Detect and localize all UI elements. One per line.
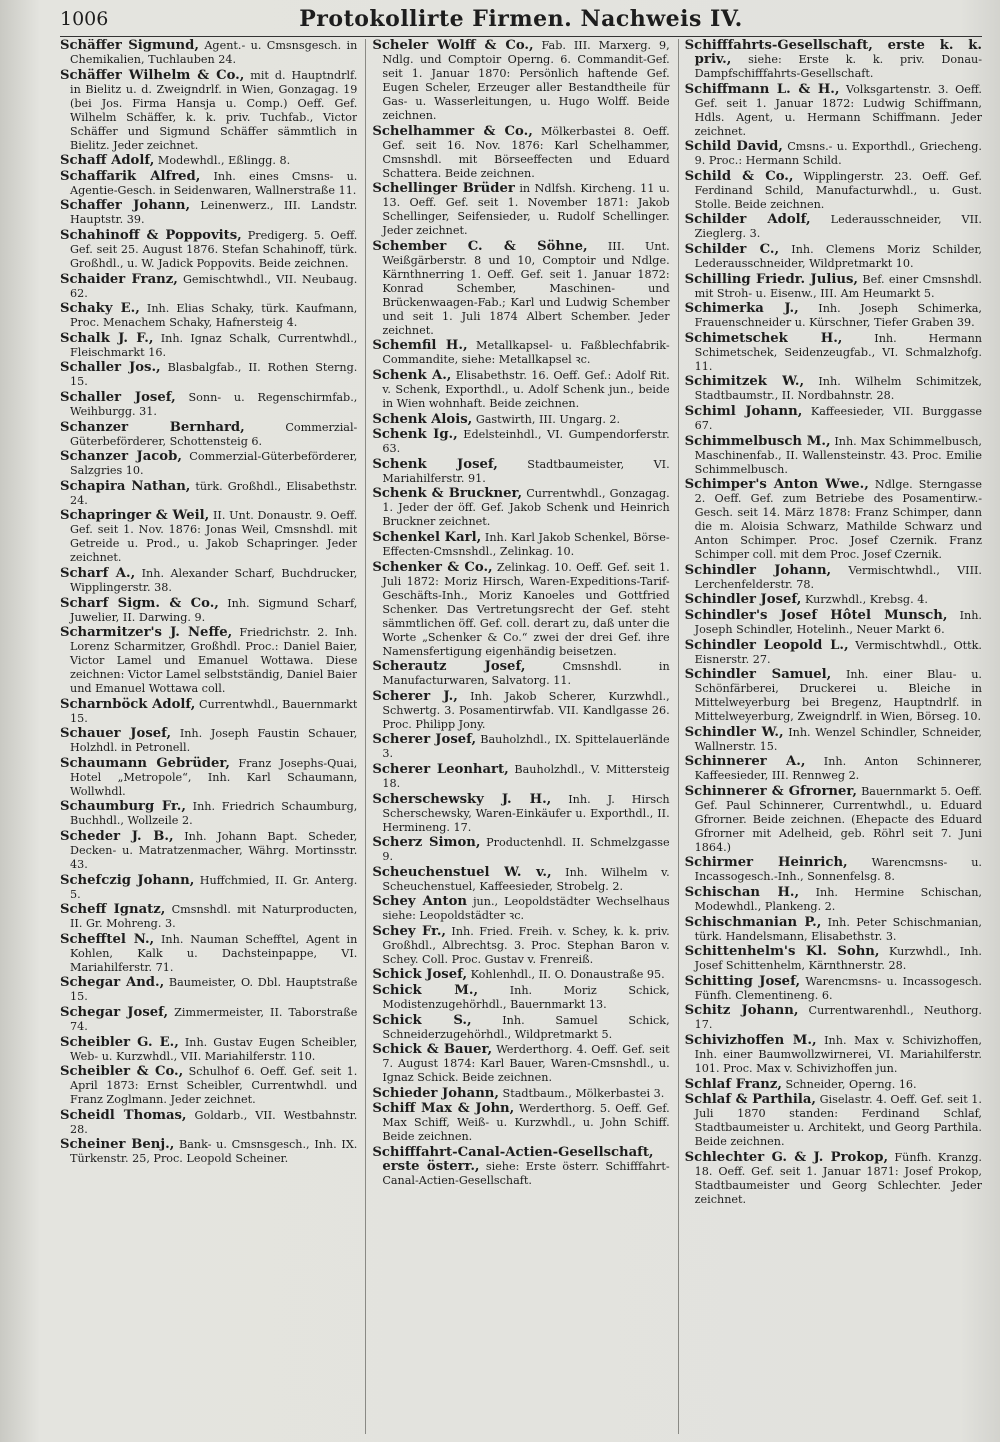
firm-details: Friedrichstr. 2. Inh. Lorenz Scharmitzer, Großhdl. Proc.: Daniel Baier, Victor Lamel und Emanuel Wottawa. Diese zeichnen: Victor Lamel selbstständig, Daniel Baier und Emanuel Wottawa coll. [70, 626, 358, 696]
firm-name: Schitting Josef, [684, 973, 801, 989]
firm-name: Schilling Friedr. Julius, [684, 271, 858, 287]
firm-entry [60, 1109, 357, 1137]
firm-details: Volksgartenstr. 3. Oeff. Gef. seit 1. Januar 1872: Ludwig Schiffmann, Hdls. Agent, u. Hermann Schiffmann. Jeder zeichnet. [694, 82, 982, 138]
firm-name: Schiffmann L. & H., [684, 81, 840, 97]
firm-details: Bauernmarkt 5. Oeff. Gef. Paul Schinnerer, Currentwhdl., u. Eduard Gfrorner. Beide zeichnen. (Ehepacte des Eduard Gfrorner mit Adelheid, geb. Röhrl seit 7. Juni 1864.) [694, 784, 982, 854]
firm-name: Schindler's Josef Hôtel Munsch, [684, 607, 948, 623]
firm-name: Scherz Simon, [372, 835, 481, 851]
firm-details: Blasbalgfab., II. Rothen Sterng. 15. [70, 361, 358, 389]
firm-details: Warencmsns- u. Incassogesch.-Inh., Sonnenfelsg. 8. [694, 856, 982, 884]
firm-entry [372, 428, 669, 456]
firm-details: Bauholzhdl., V. Mittersteig 18. [382, 762, 670, 790]
firm-name: Schimper's Anton Wwe., [684, 477, 869, 493]
firm-name: Schlaf & Parthila, [684, 1092, 817, 1108]
firm-details: in Ndlfsh. Kircheng. 11 u. 13. Oeff. Gef. seit 1. November 1871: Jakob Schellinger, Seifensieder, u. Rudolf Schellinger. Jeder zeichnet. [382, 182, 670, 238]
firm-details: Currentwhdl., Gonzagag. 1. Jeder der öff. Gef. Jakob Schenk und Heinrich Bruckner zeichnet. [382, 487, 670, 529]
firm-details: Bauholzhdl., IX. Spittelauerlände 3. [382, 733, 670, 761]
firm-entry [685, 140, 982, 168]
firm-details: Werderthorg. 4. Oeff. Gef. seit 7. August 1874: Karl Bauer, Waren-Cmsnshdl., u. Ignaz Schick. Beide zeichnen. [382, 1043, 670, 1085]
firm-details: Kaffeesieder, VII. Burggasse 67. [694, 404, 982, 432]
firm-name: Schellinger Brüder [372, 181, 515, 197]
firm-details: Inh. Elias Schaky, türk. Kaufmann, Proc. Menachem Schaky, Hafnersteig 4. [70, 302, 358, 330]
firm-entry [685, 243, 982, 271]
firm-details: Inh. Karl Jakob Schenkel, Börse-Effecten-Cmsnshdl., Zelinkag. 10. [382, 530, 670, 558]
firm-name: Schenk Josef, [372, 456, 498, 472]
firm-entry [372, 487, 669, 529]
firm-entry [685, 593, 982, 607]
firm-entry [60, 626, 357, 696]
firm-details: Goldarb., VII. Westbahnstr. 28. [70, 1108, 358, 1136]
firm-details: Lederausschneider, VII. Zieglerg. 3. [694, 213, 982, 241]
firm-details: Inh. Ignaz Schalk, Currentwhdl., Fleischmarkt 16. [70, 331, 358, 359]
firm-details: Inh. einer Blau- u. Schönfärberei, Druckerei u. Bleiche in Mittelweyerburg bei Bregenz, Hauptndrlf. in Mittelweyerburg, Zweigndrlf. in Wien, Börseg. 10. [694, 668, 982, 724]
firm-entry [372, 1087, 669, 1101]
firm-entry [60, 509, 357, 565]
firm-name: Scheler Wolff & Co., [372, 39, 534, 53]
firm-name: Schimerka J., [684, 301, 799, 317]
firm-name: Schaider Franz, [60, 271, 178, 287]
firm-entry [60, 170, 357, 198]
firm-name: Scheibler & Co., [60, 1064, 184, 1080]
firm-details: Predigerg. 5. Oeff. Gef. seit 25. August 1876. Stefan Schahinoff, türk. Großhdl., u. W. Jadick Poppovits. Beide zeichnen. [70, 228, 358, 270]
firm-entry [60, 361, 357, 389]
firm-entry [372, 339, 669, 367]
firm-details: Bef. einer Cmsnshdl. mit Stroh- u. Eisenw., III. Am Heumarkt 5. [694, 272, 982, 300]
firm-entry [372, 895, 669, 923]
firm-name: Schenk Ig., [372, 427, 458, 443]
firm-entry [685, 726, 982, 754]
firm-details: Inh. Wilhelm Schimitzek, Stadtbaumstr., II. Nordbahnstr. 28. [694, 375, 982, 403]
firm-name: Scheuchenstuel W. v., [372, 864, 552, 880]
firm-entry [372, 690, 669, 732]
firm-entry [372, 182, 669, 238]
firm-entry [60, 1036, 357, 1064]
firm-details: Inh. Joseph Schindler, Hotelinh., Neuer Markt 6. [694, 608, 982, 636]
firm-entry [60, 332, 357, 360]
firm-entry [60, 273, 357, 301]
firm-details: Sonn- u. Regenschirmfab., Weihburgg. 31. [70, 390, 358, 418]
firm-name: Schinnerer & Gfrorner, [684, 783, 857, 799]
firm-name: Schenk A., [372, 367, 452, 383]
firm-entry [60, 933, 357, 975]
firm-entry [60, 830, 357, 872]
firm-name: Scherautz Josef, [372, 659, 526, 675]
firm-entry [685, 405, 982, 433]
firm-details: Inh. Peter Schischmanian, türk. Handelsmann, Elisabethstr. 3. [694, 915, 982, 943]
firm-name: Schimmelbusch M., [684, 433, 831, 449]
firm-name: Scharf A., [60, 565, 136, 581]
firm-entry [685, 332, 982, 374]
firm-details: Mölkerbastei 8. Oeff. Gef. seit 16. Nov. 1876: Karl Schelhammer, Cmsnshdl. mit Börseeffecten und Eduard Schattera. Beide zeichnen. [382, 124, 670, 180]
firm-name: Schitz Johann, [684, 1003, 799, 1019]
firm-entry [372, 866, 669, 894]
firm-name: Schindler Samuel, [684, 667, 832, 683]
firm-name: Schenker & Co., [372, 559, 493, 575]
page-number: 1006 [60, 8, 109, 30]
firm-details: Elisabethstr. 16. Oeff. Gef.: Adolf Rit. v. Schenk, Exporthdl., u. Adolf Schenk jun., beide in Wien wohnhaft. Beide zeichnen. [382, 368, 670, 410]
firm-name: Schinnerer A., [684, 754, 806, 770]
firm-entry [60, 874, 357, 902]
firm-name: Scheibler G. E., [60, 1034, 179, 1050]
firm-entry [372, 925, 669, 967]
firm-name: Schanzer Jacob, [60, 449, 182, 465]
firm-details: siehe: Erste k. k. priv. Donau-Dampfschifffahrts-Gesellschaft. [694, 53, 982, 80]
firm-entry [372, 733, 669, 761]
firm-name: Schilder C., [684, 241, 780, 257]
firm-details: III. Unt. Weißgärberstr. 8 und 10, Comptoir und Ndlge. Kärnthnerring 1. Oeff. Gef. seit 1. Januar 1872: Konrad Schember, Maschinen- und Brückenwaagen-Fab.; Karl und Ludwig Schember und seit 1. Juli 1874 Albert Schember. Jeder zeichnet. [382, 239, 670, 337]
columns [60, 39, 982, 1434]
firm-details: türk. Großhdl., Elisabethstr. 24. [70, 479, 358, 507]
firm-name: Schaky E., [60, 301, 140, 317]
firm-entry [685, 609, 982, 637]
firm-details: Huffchmied, II. Gr. Anterg. 5. [70, 873, 358, 901]
firm-name: Schischmanian P., [684, 914, 822, 930]
firm-entry [685, 916, 982, 944]
firm-details: Productenhdl. II. Schmelzgasse 9. [382, 836, 670, 864]
firm-name: Schilder Adolf, [684, 212, 811, 228]
firm-name: Schember C. & Söhne, [372, 238, 588, 254]
firm-details: Cmsnshdl. mit Naturproducten, II. Gr. Mohreng. 3. [70, 903, 358, 931]
firm-entry [372, 125, 669, 181]
firm-entry [372, 413, 669, 427]
firm-entry [685, 435, 982, 477]
firm-name: Schick M., [372, 983, 479, 999]
firm-details: Commerzial-Güterbeförderer, Salzgries 10. [70, 450, 358, 478]
firm-details: Inh. Johann Bapt. Scheder, Decken- u. Matratzenmacher, Währg. Mortinsstr. 43. [70, 830, 358, 872]
firm-details: Schneider, Operng. 16. [785, 1077, 917, 1091]
firm-name: Scheiner Benj., [60, 1137, 175, 1153]
firm-details: Fünfh. Kranzg. 18. Oeff. Gef. seit 1. Januar 1871: Josef Prokop, Stadtbaumeister und Georg Schlechter. Jeder zeichnet. [694, 1150, 982, 1206]
firm-entry [685, 564, 982, 592]
firm-details: Wipplingerstr. 23. Oeff. Gef. Ferdinand Schild, Manufacturwhdl., u. Gust. Stolle. Beide zeichnen. [694, 169, 982, 211]
firm-entry [685, 886, 982, 914]
firm-details: Inh. Joseph Schimerka, Frauenschneider u. Kürschner, Tiefer Graben 39. [694, 302, 982, 330]
firm-details: Zimmermeister, II. Taborstraße 74. [70, 1006, 358, 1034]
firm-entry [372, 1043, 669, 1085]
firm-details: Bank- u. Cmsnsgesch., Inh. IX. Türkenstr. 25, Proc. Leopold Scheiner. [70, 1138, 358, 1166]
firm-details: Agent.- u. Cmsnsgesch. in Chemikalien, Tuchlauben 24. [70, 39, 358, 66]
firm-details: Currentwarenhdl., Neuthorg. 17. [694, 1004, 982, 1032]
firm-details: Inh. Friedrich Schaumburg, Buchhdl., Wollzeile 2. [70, 800, 358, 828]
firm-entry [60, 229, 357, 271]
firm-details: Inh. J. Hirsch Scherschewsky, Waren-Einkäufer u. Exporthdl., II. Hermineng. 17. [382, 792, 670, 834]
firm-entry [372, 369, 669, 411]
firm-entry [60, 1138, 357, 1166]
firm-details: Inh. Wenzel Schindler, Schneider, Wallnerstr. 15. [694, 725, 982, 753]
firm-name: Schapringer & Weil, [60, 508, 210, 524]
firm-details: Inh. Alexander Scharf, Buchdrucker, Wipplingerstr. 38. [70, 566, 358, 594]
firm-entry [60, 199, 357, 227]
firm-details: Inh. Fried. Freih. v. Schey, k. k. priv. Großhdl., Albrechtsg. 3. Proc. Stephan Baron v. Schey. Coll. Proc. Gustav v. Frenreiß. [382, 924, 670, 966]
firm-entry [60, 154, 357, 168]
firm-name: Schittenhelm's Kl. Sohn, [684, 944, 880, 960]
firm-entry [60, 903, 357, 931]
firm-entry [685, 975, 982, 1003]
firm-entry [372, 836, 669, 864]
firm-details: Inh. Hermine Schischan, Modewhdl., Plankeng. 2. [694, 886, 982, 914]
firm-name: Schirmer Heinrich, [684, 855, 848, 871]
firm-details: Modewhdl., Eßlingg. 8. [157, 154, 291, 168]
firm-entry [372, 1102, 669, 1144]
firm-details: Cmsns.- u. Exporthdl., Griecheng. 9. Proc.: Hermann Schild. [694, 140, 982, 168]
firm-details: Inh. Nauman Schefftel, Agent in Kohlen, Kalk u. Dachsteinpappe, VI. Mariahilferstr. 71. [70, 932, 358, 974]
firm-details: Vermischtwhdl., VIII. Lerchenfelderstr. 78. [694, 563, 982, 591]
firm-name: Schanzer Bernhard, [60, 419, 245, 435]
firm-entry [60, 69, 357, 153]
firm-details: Zelinkag. 10. Oeff. Gef. seit 1. Juli 1872: Moriz Hirsch, Waren-Expeditions-Tarif-Geschäfts-Inh., Moriz Kanoeles und Gottfried Schenker. Das Vertretungsrecht der Gef. steht sämmtlichen öff. Gef. coll. derart zu, daß unter die Worte „Schenker & Co.“ zwei der drei Gef. ihre Namensfertigung eigenhändig beisetzen. [382, 560, 670, 658]
firm-details: mit d. Hauptndrlf. in Bielitz u. d. Zweigndrlf. in Wien, Gonzagag. 19 (bei Jos. Firma Hansja u. Comp.) Oeff. Gef. Wilhelm Schäffer, k. k. priv. Tuchfab., Victor Schäffer und Sigmund Schäffer sämmtlich in Bielitz. Jeder zeichnet. [70, 68, 358, 152]
firm-name: Scheidl Thomas, [60, 1107, 187, 1123]
firm-details: Inh. Moriz Schick, Modistenzugehörhdl., Bauernmarkt 13. [382, 984, 670, 1012]
firm-entry [372, 39, 669, 123]
firm-name: Schaffarik Alfred, [60, 168, 201, 184]
firm-details: II. Unt. Donaustr. 9. Oeff. Gef. seit 1. Nov. 1876: Jonas Weil, Cmsnshdl. mit Getreide u. Prod., u. Jakob Schapringer. Jeder zeichnet. [70, 509, 358, 565]
firm-name: Schick & Bauer, [372, 1042, 493, 1058]
firm-entry [685, 302, 982, 330]
firm-details: Baumeister, O. Dbl. Hauptstraße 15. [70, 976, 358, 1004]
firm-name: Schindler Johann, [684, 562, 832, 578]
firm-details: Inh. Clemens Moriz Schilder, Lederausschneider, Wildpretmarkt 10. [694, 242, 982, 270]
firm-details: siehe: Erste österr. Schifffahrt-Canal-Actien-Gesellschaft. [382, 1160, 670, 1188]
firm-entry [60, 302, 357, 330]
firm-name: Schindler W., [684, 724, 784, 740]
firm-details: Inh. Joseph Faustin Schauer, Holzhdl. in Petronell. [70, 727, 358, 755]
firm-entry [372, 968, 669, 982]
firm-details: Stadtbaumeister, VI. Mariahilferstr. 91. [382, 457, 670, 485]
firm-entry [372, 763, 669, 791]
firm-name: Schindler Leopold L., [684, 637, 849, 653]
firm-entry [685, 1093, 982, 1149]
firm-entry [60, 698, 357, 726]
firm-entry [60, 567, 357, 595]
column-2 [365, 39, 669, 1434]
firm-details: Warencmsns- u. Incassogesch. Fünfh. Clementineng. 6. [694, 974, 982, 1002]
firm-name: Scherer J., [372, 688, 458, 704]
firm-name: Schenkel Karl, [372, 529, 482, 545]
firm-details: Inh. Max v. Schivizhoffen, Inh. einer Baumwollzwirnerei, VI. Mariahilferstr. 101. Proc. Max v. Schivizhoffen jun. [694, 1034, 982, 1076]
firm-entry [685, 83, 982, 139]
firm-entry [685, 170, 982, 212]
firm-name: Schey Fr., [372, 923, 447, 939]
firm-entry [60, 757, 357, 799]
firm-entry [60, 727, 357, 755]
firm-entry [685, 1078, 982, 1092]
firm-details: Inh. Anton Schinnerer, Kaffeesieder, III. Rennweg 2. [694, 755, 982, 783]
firm-entry [60, 1065, 357, 1107]
firm-entry [60, 976, 357, 1004]
firm-details: Inh. Wilhelm v. Scheuchenstuel, Kaffeesieder, Strobelg. 2. [382, 865, 670, 893]
firm-name: Schivizhoffen M., [684, 1033, 817, 1049]
firm-details: Schulhof 6. Oeff. Gef. seit 1. April 1873: Ernst Scheibler, Currentwhdl. und Franz Zoglmann. Jeder zeichnet. [70, 1065, 358, 1107]
firm-details: Metallkapsel- u. Faßblechfabrik-Commandite, siehe: Metallkapsel ꝛc. [382, 339, 670, 367]
firm-entry [372, 984, 669, 1012]
firm-name: Scherschewsky J. H., [372, 791, 552, 807]
firm-details: Leinenwerz., III. Landstr. Hauptstr. 39. [70, 199, 358, 227]
firm-name: Schauer Josef, [60, 726, 172, 742]
firm-name: Schieder Johann, [372, 1085, 499, 1101]
firm-details: Fab. III. Marxerg. 9, Ndlg. und Comptoir Operng. 6. Commandit-Gef. seit 1. Januar 1870: Persönlich haftende Gef. Eugen Scheler, Erzeuger aller Bestandtheile für Gas- u. Wasserleitungen, u. Hugo Wolff. Beide zeichnen. [382, 39, 670, 122]
firm-name: Schalk J. F., [60, 330, 154, 346]
firm-name: Scheff Ignatz, [60, 902, 166, 918]
firm-details: Inh. eines Cmsns- u. Agentie-Gesch. in Seidenwaren, Wallnerstraße 11. [70, 169, 358, 197]
firm-details: Kurzwhdl., Inh. Josef Schittenhelm, Kärnthnerstr. 28. [694, 945, 982, 973]
firm-name: Schiml Johann, [684, 403, 803, 419]
column-3 [678, 39, 982, 1434]
firm-entry [685, 478, 982, 562]
firm-name: Schefftel N., [60, 931, 155, 947]
firm-details: Stadtbaum., Mölkerbastei 3. [502, 1086, 665, 1100]
firm-name: Schifffahrt-Canal-Actien-Gesellschaft, erste österr., [372, 1145, 654, 1175]
firm-details: jun., Leopoldstädter Wechselhaus siehe: Leopoldstädter ꝛc. [382, 895, 670, 923]
firm-entry [685, 375, 982, 403]
firm-entry [60, 480, 357, 508]
firm-entry [372, 660, 669, 688]
firm-entry [60, 450, 357, 478]
firm-name: Schlechter G. & J. Prokop, [684, 1149, 889, 1165]
firm-name: Schefczig Johann, [60, 872, 195, 888]
firm-name: Schaff Adolf, [60, 153, 155, 169]
firm-name: Schiff Max & John, [372, 1101, 515, 1117]
firm-details: Edelsteinhdl., VI. Gumpendorferstr. 63. [382, 428, 670, 456]
firm-entry [60, 800, 357, 828]
firm-entry [372, 1146, 669, 1188]
firm-entry [685, 1151, 982, 1207]
firm-name: Schapira Nathan, [60, 478, 191, 494]
page-header [60, 6, 982, 37]
firm-name: Schischan H., [684, 885, 800, 901]
firm-name: Schaffer Johann, [60, 198, 191, 214]
firm-name: Schifffahrts-Gesellschaft, erste k. k. priv., [684, 39, 982, 67]
firm-details: Inh. Max Schimmelbusch, Maschinenfab., II. Wallensteinstr. 43. Proc. Emilie Schimmelbusch. [694, 434, 982, 476]
firm-name: Schimetschek H., [684, 330, 843, 346]
firm-name: Schäffer Wilhelm & Co., [60, 67, 245, 83]
firm-entry [372, 561, 669, 659]
firm-name: Schild & Co., [684, 168, 794, 184]
firm-details: Gastwirth, III. Ungarg. 2. [475, 412, 621, 426]
firm-entry [685, 1034, 982, 1076]
firm-name: Scharnböck Adolf, [60, 696, 196, 712]
firm-entry [372, 1014, 669, 1042]
firm-details: Kurzwhdl., Krebsg. 4. [804, 593, 928, 607]
firm-details: Kohlenhdl., II. O. Donaustraße 95. [470, 968, 665, 982]
firm-entry [60, 597, 357, 625]
firm-name: Schick S., [372, 1012, 472, 1028]
firm-name: Scherer Leonhart, [372, 761, 509, 777]
firm-name: Schaumburg Fr., [60, 799, 186, 815]
firm-entry [685, 785, 982, 855]
firm-name: Schey Anton [372, 894, 467, 910]
firm-entry [685, 945, 982, 973]
firm-name: Schaller Josef, [60, 389, 176, 405]
firm-name: Scherer Josef, [372, 732, 477, 748]
firm-entry [60, 1006, 357, 1034]
firm-details: Inh. Sigmund Scharf, Juwelier, II. Darwing. 9. [70, 596, 358, 624]
firm-name: Schick Josef, [372, 967, 468, 983]
firm-details: Gemischtwhdl., VII. Neubaug. 62. [70, 272, 358, 300]
firm-entry [60, 391, 357, 419]
firm-entry [685, 856, 982, 884]
firm-entry [372, 793, 669, 835]
firm-name: Schemfil H., [372, 338, 468, 354]
firm-name: Scharf Sigm. & Co., [60, 595, 219, 611]
firm-details: Franz Josephs-Quai, Hotel „Metropole“, Inh. Karl Schaumann, Wollwhdl. [70, 756, 358, 798]
firm-name: Scheder J. B., [60, 829, 174, 845]
page-title: Protokollirte Firmen. Nachweis IV. [299, 6, 743, 32]
firm-details: Ndlge. Sterngasse 2. Oeff. Gef. zum Betriebe des Posamentirw.-Gesch. seit 14. März 1878: Franz Schimper, dann die m. Aloisia Schwarz, Mathilde Schwarz und Anton Schimper. Proc. Josef Czernik. Franz Schimper coll. mit dem Proc. Josef Czernik. [694, 478, 982, 562]
firm-details: Vermischtwhdl., Ottk. Eisnerstr. 27. [694, 638, 982, 666]
firm-entry [685, 755, 982, 783]
firm-name: Schenk Alois, [372, 411, 473, 427]
firm-name: Schenk & Bruckner, [372, 486, 523, 502]
firm-entry [372, 531, 669, 559]
firm-name: Scharmitzer's J. Neffe, [60, 625, 233, 641]
firm-name: Schegar Josef, [60, 1005, 169, 1021]
firm-entry [685, 213, 982, 241]
firm-entry [60, 39, 357, 67]
firm-entry [372, 458, 669, 486]
firm-name: Schaller Jos., [60, 360, 161, 376]
firm-details: Cmsnshdl. in Manufacturwaren, Salvatorg. 11. [382, 660, 670, 688]
firm-entry [685, 39, 982, 81]
firm-name: Schild David, [684, 139, 783, 155]
firm-name: Schaumann Gebrüder, [60, 755, 230, 771]
firm-name: Schahinoff & Poppovits, [60, 227, 242, 243]
firm-details: Inh. Hermann Schimetschek, Seidenzeugfab., VI. Schmalzhofg. 11. [694, 331, 982, 373]
firm-details: Inh. Gustav Eugen Scheibler, Web- u. Kurzwhdl., VII. Mariahilferstr. 110. [70, 1035, 358, 1063]
firm-details: Giselastr. 4. Oeff. Gef. seit 1. Juli 1870 standen: Ferdinand Schlaf, Stadtbaumeister u. Architekt, und Georg Parthila. Beide zeichnen. [694, 1093, 982, 1149]
firm-name: Schäffer Sigmund, [60, 39, 199, 53]
firm-entry [685, 639, 982, 667]
firm-details: Inh. Jakob Scherer, Kurzwhdl., Schwertg. 3. Posamentirwfab. VII. Kandlgasse 26. Proc. Philipp Jony. [382, 689, 670, 731]
firm-name: Schelhammer & Co., [372, 123, 533, 139]
column-1 [60, 39, 357, 1434]
firm-name: Schlaf Franz, [684, 1076, 782, 1092]
firm-name: Schegar And., [60, 975, 165, 991]
firm-entry [685, 1004, 982, 1032]
firm-details: Werderthorg. 5. Oeff. Gef. Max Schiff, Weiß- u. Kurzwhdl., u. John Schiff. Beide zeichnen. [382, 1102, 670, 1144]
firm-entry [685, 668, 982, 724]
firm-name: Schindler Josef, [684, 592, 802, 608]
firm-details: Commerzial-Güterbeförderer, Schottensteig 6. [70, 420, 358, 448]
firm-details: Currentwhdl., Bauernmarkt 15. [70, 697, 358, 725]
firm-details: Inh. Samuel Schick, Schneiderzugehörhdl., Wildpretmarkt 5. [382, 1013, 670, 1041]
firm-entry [60, 421, 357, 449]
firm-entry [372, 240, 669, 338]
firm-name: Schimitzek W., [684, 374, 805, 390]
firm-entry [685, 273, 982, 301]
